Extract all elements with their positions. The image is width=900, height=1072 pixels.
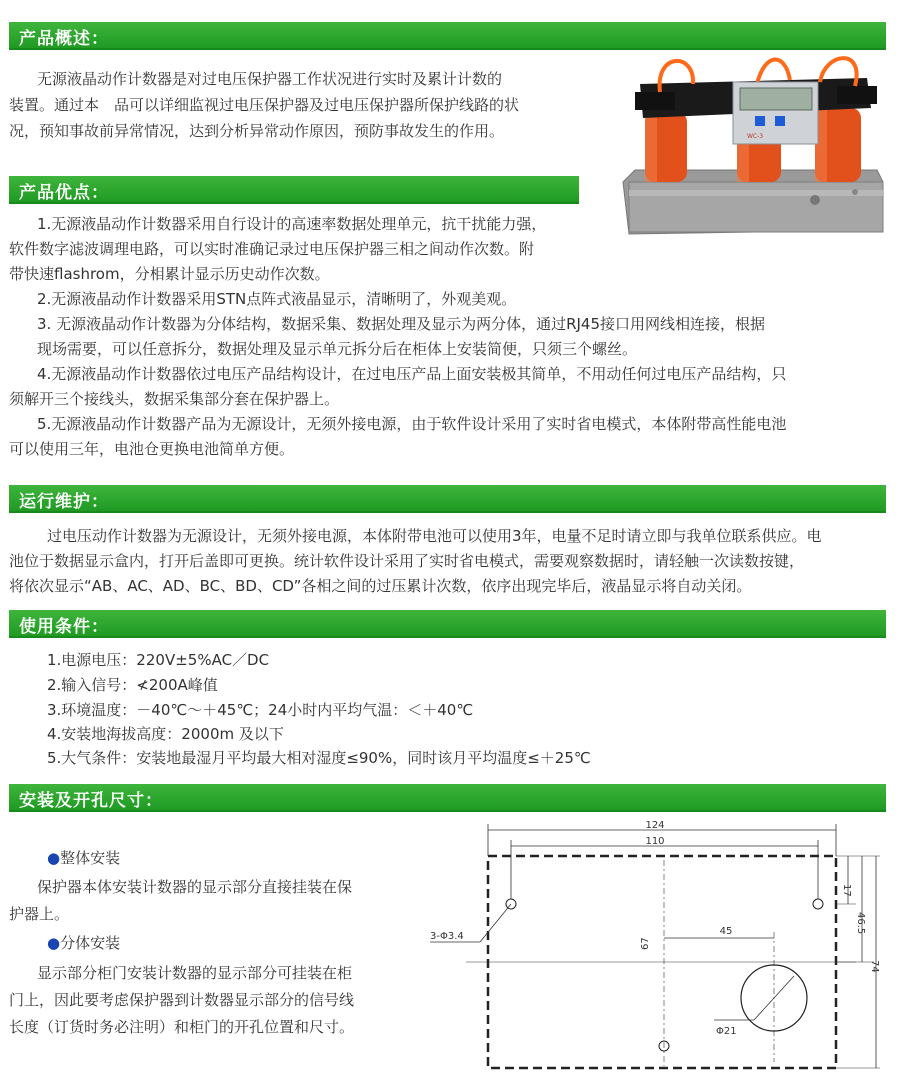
advantage-line-10: 可以使用三年，电池仓更换电池简单方便。 [9, 440, 295, 458]
dim-3-phi3-4: 3-Φ3.4 [430, 931, 464, 942]
dim-17: 17 [841, 884, 852, 897]
section-title-conditions: 使用条件： [19, 617, 109, 637]
mounting-hole-drawing [420, 812, 890, 1070]
advantage-line-5: 3. 无源液晶动作计数器为分体结构，数据采集、数据处理及显示为两分体，通过RJ45接口用网线相连接，根据 [37, 315, 766, 333]
dim-phi21: Φ21 [716, 1026, 737, 1037]
section-bar-advantages [9, 176, 579, 204]
advantage-line-8: 须解开三个接线头，数据采集部分套在保护器上。 [9, 390, 340, 408]
surge-counter-device-illustration [615, 52, 887, 247]
section-title-overview: 产品概述： [19, 29, 109, 49]
advantage-line-1: 1.无源液晶动作计数器采用自行设计的高速率数据处理单元，抗干扰能力强， [37, 215, 547, 233]
whole-install-title: 整体安装 [60, 849, 121, 867]
split-install-line-1: 显示部分柜门安装计数器的显示部分可挂装在柜 [37, 964, 353, 982]
whole-install-heading [47, 846, 120, 870]
maintenance-line-1: 过电压动作计数器为无源设计，无须外接电源，本体附带电池可以使用3年，电量不足时请立即与我单位联系供应。电 [47, 527, 822, 545]
device-label: WC-3 [747, 133, 764, 140]
section-title-advantages: 产品优点： [19, 183, 109, 203]
dim-74: 74 [869, 960, 880, 973]
advantage-line-9: 5.无源液晶动作计数器产品为无源设计，无须外接电源，由于软件设计采用了实时省电模式，本体附带高性能电池 [37, 415, 787, 433]
split-install-heading [47, 931, 120, 955]
advantage-line-7: 4.无源液晶动作计数器依过电压产品结构设计，在过电压产品上面安装极其简单，不用动任何过电压产品结构，只 [37, 365, 787, 383]
section-title-maintenance: 运行维护： [19, 492, 109, 512]
section-bar-installation [9, 784, 886, 812]
product-photo [615, 52, 887, 247]
whole-install-line-2: 护器上。 [9, 905, 70, 923]
condition-line-4: 4.安装地海拔高度：2000m 及以下 [47, 725, 284, 743]
split-install-title: 分体安装 [60, 934, 121, 952]
overview-line-2: 装置。通过本 品可以详细监视过电压保护器及过电压保护器所保护线路的状 [9, 96, 520, 114]
whole-install-line-1: 保护器本体安装计数器的显示部分直接挂装在保 [37, 878, 353, 896]
maintenance-line-3: 将依次显示“AB、AC、AD、BC、BD、CD”各相之间的过压累计次数，依序出现完毕后，液晶显示将自动关闭。 [9, 577, 752, 595]
overview-line-3: 况，预知事故前异常情况，达到分析异常动作原因，预防事故发生的作用。 [9, 122, 505, 140]
condition-line-5: 5.大气条件：安装地最湿月平均最大相对湿度≤90%，同时该月平均温度≤＋25℃ [47, 749, 591, 767]
split-install-line-3: 长度（订货时务必注明）和柜门的开孔位置和尺寸。 [9, 1018, 355, 1036]
condition-line-3: 3.环境温度：－40℃～＋45℃；24小时内平均气温：＜＋40℃ [47, 701, 474, 719]
dim-110: 110 [645, 836, 665, 847]
section-title-installation: 安装及开孔尺寸： [19, 791, 163, 811]
advantage-line-2: 软件数字滤波调理电路，可以实时准确记录过电压保护器三相之间动作次数。附 [9, 240, 535, 258]
dim-67: 67 [640, 937, 651, 950]
dim-46-5: 46.5 [855, 912, 866, 935]
section-bar-conditions [9, 610, 886, 638]
bullet-icon: ● [47, 934, 61, 952]
dim-45: 45 [719, 926, 733, 937]
mount-hole-right [813, 899, 823, 909]
split-install-line-2: 门上，因此要考虑保护器到计数器显示部分的信号线 [9, 991, 355, 1009]
condition-line-1: 1.电源电压：220V±5%AC／DC [47, 651, 270, 669]
condition-line-2: 2.输入信号：≮200A峰值 [47, 676, 218, 694]
bullet-icon: ● [47, 849, 61, 867]
advantage-line-3: 带快速flashrom，分相累计显示历史动作次数。 [9, 265, 330, 283]
section-bar-maintenance [9, 485, 886, 513]
section-bar-overview [9, 22, 886, 50]
overview-line-1: 无源液晶动作计数器是对过电压保护器工作状况进行实时及累计计数的 [37, 70, 503, 88]
dim-124: 124 [645, 820, 665, 831]
advantage-line-4: 2.无源液晶动作计数器采用STN点阵式液晶显示，清晰明了，外观美观。 [37, 290, 517, 308]
maintenance-line-2: 池位于数据显示盒内，打开后盖即可更换。统计软件设计采用了实时省电模式，需要观察数据时，请轻触一次读数按键， [9, 552, 805, 570]
advantage-line-6: 现场需要，可以任意拆分，数据处理及显示单元拆分后在柜体上安装简便，只须三个螺丝。 [37, 340, 638, 358]
